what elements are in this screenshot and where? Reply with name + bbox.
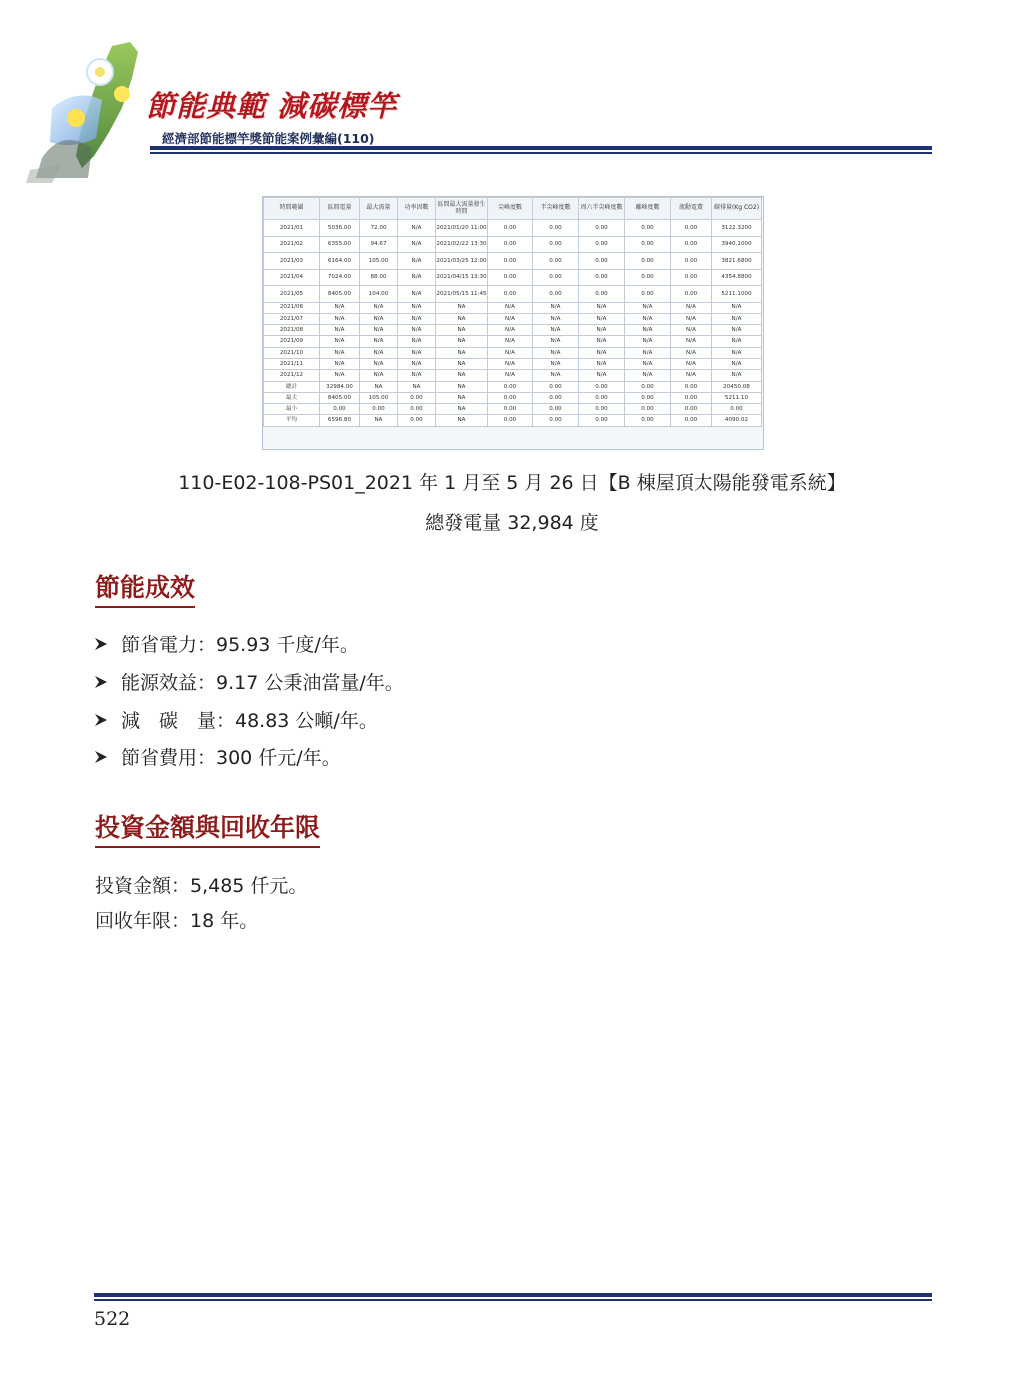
table-cell: N/A: [398, 236, 436, 253]
table-cell: N/A: [488, 336, 533, 347]
table-cell: 0.00: [533, 269, 579, 286]
table-cell: 3821.6800: [712, 253, 762, 270]
table-cell: 0.00: [488, 381, 533, 392]
table-header-cell: 半尖峰度數: [533, 198, 579, 220]
table-cell: N/A: [360, 325, 398, 336]
table-cell: N/A: [360, 302, 398, 313]
table-cell: 0.00: [533, 415, 579, 426]
table-cell: 2021/09: [264, 336, 320, 347]
table-header-cell: 功率因數: [398, 198, 436, 220]
table-cell: 0.00: [488, 236, 533, 253]
table-cell: N/A: [488, 358, 533, 369]
table-cell: N/A: [320, 302, 360, 313]
table-cell: 0.00: [625, 404, 671, 415]
table-header-cell: 時間範圍: [264, 198, 320, 220]
list-item-text: 能源效益：9.17 公秉油當量/年。: [121, 672, 404, 694]
table-cell: 5211.1000: [712, 286, 762, 303]
power-data-table-image: [262, 196, 764, 450]
table-cell: 72.00: [360, 220, 398, 237]
table-row: [264, 286, 762, 303]
table-cell: N/A: [488, 370, 533, 381]
table-cell: N/A: [533, 313, 579, 324]
table-row: [264, 370, 762, 381]
power-data-table: [263, 197, 762, 427]
table-cell: 0.00: [579, 415, 625, 426]
table-cell: NA: [436, 381, 488, 392]
table-cell: N/A: [488, 313, 533, 324]
table-cell: N/A: [579, 370, 625, 381]
table-cell: 2021/12: [264, 370, 320, 381]
table-cell: N/A: [320, 347, 360, 358]
table-cell: 94.67: [360, 236, 398, 253]
table-cell: 0.00: [579, 404, 625, 415]
table-cell: 2021/05/15 11:45: [436, 286, 488, 303]
table-header-cell: 碳排量(Kg CO2): [712, 198, 762, 220]
table-cell: 0.00: [533, 220, 579, 237]
table-row: [264, 358, 762, 369]
table-cell: 20450.08: [712, 381, 762, 392]
table-cell: 6164.00: [320, 253, 360, 270]
table-cell: 0.00: [398, 415, 436, 426]
table-cell: 0.00: [488, 220, 533, 237]
table-cell: 2021/06: [264, 302, 320, 313]
table-cell: 105.00: [360, 392, 398, 403]
table-cell: 6355.00: [320, 236, 360, 253]
table-cell: N/A: [360, 347, 398, 358]
table-cell: 0.00: [579, 220, 625, 237]
table-cell: 6596.80: [320, 415, 360, 426]
table-cell: N/A: [360, 370, 398, 381]
table-cell: 0.00: [488, 404, 533, 415]
table-cell: N/A: [320, 313, 360, 324]
table-cell: 0.00: [579, 236, 625, 253]
table-cell: N/A: [625, 336, 671, 347]
table-cell: N/A: [398, 286, 436, 303]
table-cell: N/A: [533, 302, 579, 313]
table-cell: 7024.00: [320, 269, 360, 286]
arrow-bullet-icon: [93, 749, 109, 765]
taiwan-dandelion-logo-icon: [22, 38, 152, 183]
table-row: [264, 253, 762, 270]
table-cell: N/A: [398, 358, 436, 369]
table-cell: N/A: [320, 325, 360, 336]
table-cell: N/A: [488, 302, 533, 313]
table-cell: 2021/01/20 11:00: [436, 220, 488, 237]
table-row: [264, 236, 762, 253]
table-row: [264, 325, 762, 336]
table-cell: 4090.02: [712, 415, 762, 426]
table-row: [264, 336, 762, 347]
table-cell: NA: [436, 392, 488, 403]
table-cell: N/A: [579, 313, 625, 324]
table-cell: 0.00: [712, 404, 762, 415]
table-cell: N/A: [579, 302, 625, 313]
table-cell: 0.00: [625, 392, 671, 403]
table-cell: 0.00: [625, 415, 671, 426]
arrow-bullet-icon: [93, 636, 109, 652]
table-cell: N/A: [712, 302, 762, 313]
table-cell: 0.00: [488, 392, 533, 403]
arrow-bullet-icon: [93, 712, 109, 728]
table-cell: 88.00: [360, 269, 398, 286]
table-cell: 0.00: [671, 415, 712, 426]
table-cell: N/A: [712, 325, 762, 336]
page-header: [0, 0, 1024, 190]
footer-rule-thin: [94, 1299, 932, 1301]
table-cell: 0.00: [625, 286, 671, 303]
table-header-cell: 最大需量: [360, 198, 398, 220]
table-cell: 4354.8800: [712, 269, 762, 286]
table-cell: NA: [436, 415, 488, 426]
table-cell: N/A: [398, 220, 436, 237]
footer-rule: [94, 1293, 932, 1297]
table-cell: 0.00: [625, 381, 671, 392]
figure-caption-line1: 110-E02-108-PS01_2021 年 1 月至 5 月 26 日【B 棟屋頂太陽能發電系統】: [178, 472, 846, 494]
table-cell: 0.00: [671, 404, 712, 415]
table-cell: N/A: [712, 358, 762, 369]
table-cell: N/A: [398, 370, 436, 381]
table-row: [264, 347, 762, 358]
table-cell: 2021/04/15 13:30: [436, 269, 488, 286]
table-cell: N/A: [712, 313, 762, 324]
table-cell: 0.00: [671, 236, 712, 253]
table-cell: NA: [436, 313, 488, 324]
table-cell: 0.00: [625, 220, 671, 237]
figure-caption-line2: 總發電量 32,984 度: [425, 512, 599, 534]
table-cell: N/A: [579, 336, 625, 347]
table-cell: N/A: [398, 269, 436, 286]
table-row: [264, 220, 762, 237]
table-cell: N/A: [533, 358, 579, 369]
table-row: [264, 392, 762, 403]
table-cell: 0.00: [398, 404, 436, 415]
table-cell: N/A: [671, 358, 712, 369]
table-cell: NA: [398, 381, 436, 392]
table-header-cell: 離峰度數: [625, 198, 671, 220]
table-cell: NA: [436, 404, 488, 415]
table-cell: 2021/02: [264, 236, 320, 253]
table-row: [264, 415, 762, 426]
table-cell: 0.00: [488, 286, 533, 303]
table-header-cell: 流動電費: [671, 198, 712, 220]
table-cell: 104.00: [360, 286, 398, 303]
table-row: [264, 302, 762, 313]
table-cell: N/A: [671, 336, 712, 347]
table-cell: N/A: [398, 313, 436, 324]
list-item: [93, 668, 404, 695]
table-cell: N/A: [360, 313, 398, 324]
table-cell: 0.00: [625, 253, 671, 270]
table-cell: N/A: [625, 370, 671, 381]
table-cell: 0.00: [533, 253, 579, 270]
list-item: [93, 630, 359, 657]
list-item-text: 節省費用：300 仟元/年。: [121, 747, 341, 769]
table-cell: NA: [436, 325, 488, 336]
table-cell: N/A: [712, 370, 762, 381]
table-header-cell: 尖峰度數: [488, 198, 533, 220]
table-cell: 平均: [264, 415, 320, 426]
table-body: [264, 220, 762, 427]
table-cell: 0.00: [533, 381, 579, 392]
list-item: [93, 706, 378, 733]
table-cell: NA: [436, 336, 488, 347]
table-cell: N/A: [671, 347, 712, 358]
table-cell: 2021/07: [264, 313, 320, 324]
table-cell: N/A: [398, 325, 436, 336]
table-cell: 0.00: [398, 392, 436, 403]
table-cell: NA: [360, 415, 398, 426]
table-cell: N/A: [398, 253, 436, 270]
table-header-row: [264, 198, 762, 220]
table-cell: N/A: [579, 347, 625, 358]
table-cell: N/A: [398, 347, 436, 358]
table-cell: N/A: [625, 302, 671, 313]
table-cell: 總計: [264, 381, 320, 392]
brand-subtitle: 經濟部節能標竿獎節能案例彙編(110): [162, 131, 375, 146]
table-cell: 0.00: [579, 286, 625, 303]
table-cell: 2021/03: [264, 253, 320, 270]
table-header-cell: 周六半尖峰度數: [579, 198, 625, 220]
list-item-text: 減 碳 量：48.83 公噸/年。: [121, 710, 378, 732]
table-cell: 8405.00: [320, 286, 360, 303]
table-cell: NA: [360, 381, 398, 392]
table-row: [264, 269, 762, 286]
table-cell: N/A: [398, 336, 436, 347]
header-rule-thin: [150, 152, 932, 154]
table-cell: NA: [436, 358, 488, 369]
table-cell: N/A: [360, 336, 398, 347]
table-cell: N/A: [625, 347, 671, 358]
table-cell: N/A: [712, 336, 762, 347]
table-cell: N/A: [671, 370, 712, 381]
table-cell: 0.00: [671, 286, 712, 303]
table-cell: 最小: [264, 404, 320, 415]
table-cell: 0.00: [671, 253, 712, 270]
table-cell: 0.00: [671, 381, 712, 392]
table-cell: 2021/10: [264, 347, 320, 358]
brand-title: 節能典範 減碳標竿: [146, 89, 398, 123]
table-cell: 2021/05: [264, 286, 320, 303]
table-cell: 2021/04: [264, 269, 320, 286]
table-row: [264, 381, 762, 392]
table-cell: 5036.00: [320, 220, 360, 237]
table-row: [264, 404, 762, 415]
table-cell: N/A: [398, 302, 436, 313]
investment-amount: 投資金額：5,485 仟元。: [95, 875, 308, 897]
table-cell: N/A: [712, 347, 762, 358]
table-cell: 0.00: [360, 404, 398, 415]
table-cell: 0.00: [533, 392, 579, 403]
table-cell: N/A: [671, 325, 712, 336]
table-cell: 0.00: [488, 415, 533, 426]
table-cell: N/A: [671, 313, 712, 324]
table-cell: N/A: [625, 325, 671, 336]
table-cell: 5211.10: [712, 392, 762, 403]
page-number: 522: [94, 1308, 131, 1330]
table-cell: NA: [436, 302, 488, 313]
table-cell: N/A: [579, 325, 625, 336]
table-cell: 0.00: [579, 381, 625, 392]
table-header-cell: 區間電量: [320, 198, 360, 220]
table-cell: 0.00: [625, 269, 671, 286]
table-cell: N/A: [533, 347, 579, 358]
table-cell: N/A: [360, 358, 398, 369]
table-cell: N/A: [625, 313, 671, 324]
table-cell: N/A: [488, 347, 533, 358]
table-cell: N/A: [488, 325, 533, 336]
table-cell: N/A: [579, 358, 625, 369]
table-cell: 0.00: [671, 269, 712, 286]
table-cell: 3940.1000: [712, 236, 762, 253]
table-cell: 最大: [264, 392, 320, 403]
header-rule: [150, 146, 932, 150]
table-cell: 0.00: [320, 404, 360, 415]
table-cell: 0.00: [579, 269, 625, 286]
table-header-cell: 區間最大需量發生時間: [436, 198, 488, 220]
table-cell: N/A: [625, 358, 671, 369]
table-cell: 2021/02/22 13:30: [436, 236, 488, 253]
table-cell: N/A: [533, 325, 579, 336]
table-cell: 2021/08: [264, 325, 320, 336]
table-cell: 0.00: [533, 286, 579, 303]
table-cell: 0.00: [533, 236, 579, 253]
table-cell: 2021/11: [264, 358, 320, 369]
list-item: [93, 743, 341, 770]
table-cell: 0.00: [488, 269, 533, 286]
table-cell: 0.00: [671, 220, 712, 237]
energy-section-title: 節能成效: [95, 568, 195, 608]
table-cell: 3122.3200: [712, 220, 762, 237]
table-row: [264, 313, 762, 324]
payback-period: 回收年限：18 年。: [95, 910, 259, 932]
table-cell: N/A: [533, 370, 579, 381]
arrow-bullet-icon: [93, 674, 109, 690]
list-item-text: 節省電力：95.93 千度/年。: [121, 634, 359, 656]
investment-section-title: 投資金額與回收年限: [95, 808, 320, 848]
table-cell: 0.00: [533, 404, 579, 415]
table-cell: NA: [436, 347, 488, 358]
table-cell: NA: [436, 370, 488, 381]
table-cell: 0.00: [579, 253, 625, 270]
table-cell: 0.00: [488, 253, 533, 270]
table-cell: 8405.00: [320, 392, 360, 403]
table-cell: 0.00: [671, 392, 712, 403]
table-cell: 105.00: [360, 253, 398, 270]
table-cell: N/A: [533, 336, 579, 347]
table-cell: 32984.00: [320, 381, 360, 392]
table-cell: N/A: [671, 302, 712, 313]
table-cell: 2021/01: [264, 220, 320, 237]
table-cell: N/A: [320, 336, 360, 347]
table-cell: 0.00: [579, 392, 625, 403]
table-cell: 2021/03/25 12:00: [436, 253, 488, 270]
table-cell: N/A: [320, 358, 360, 369]
table-cell: N/A: [320, 370, 360, 381]
table-cell: 0.00: [625, 236, 671, 253]
